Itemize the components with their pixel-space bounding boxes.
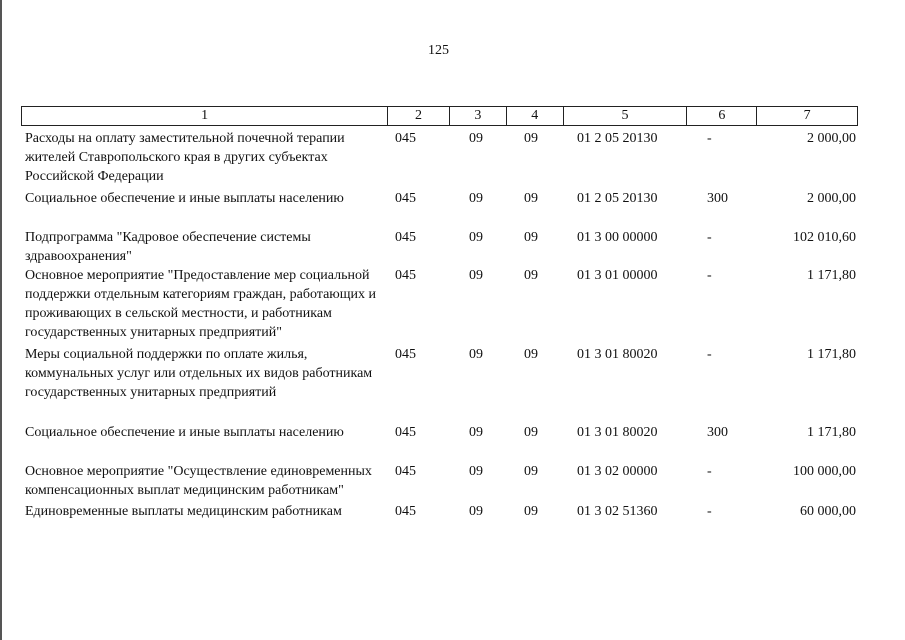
row-section: 09 [469,464,483,479]
row-kind: - [707,268,712,283]
row-target: 01 2 05 20130 [577,131,658,146]
header-col-1: 1 [201,108,209,123]
row-code: 045 [395,425,416,440]
row-kind: - [707,504,712,519]
row-amount: 100 000,00 [793,464,856,479]
row-name: Основное мероприятие "Осуществление единовременных компенсационных выплат медицинским работникам" [25,464,372,498]
row-target: 01 3 00 00000 [577,230,658,245]
row-amount: 1 171,80 [807,347,856,362]
row-amount: 1 171,80 [807,268,856,283]
row-section: 09 [469,347,483,362]
page-number: 125 [428,43,449,58]
page-left-border [0,0,2,640]
row-code: 045 [395,230,416,245]
row-subsection: 09 [524,131,538,146]
table-header [21,106,858,126]
table-row [21,502,858,521]
row-section: 09 [469,131,483,146]
header-col-6: 6 [686,107,756,125]
header-col-5: 5 [563,107,687,125]
row-name: Социальное обеспечение и иные выплаты населению [25,425,344,440]
row-section: 09 [469,425,483,440]
row-target: 01 3 01 00000 [577,268,658,283]
row-subsection: 09 [524,504,538,519]
table-row [21,423,858,442]
header-col-7: 7 [756,107,857,125]
row-kind: - [707,464,712,479]
row-kind: - [707,131,712,146]
row-name: Расходы на оплату заместительной почечной терапии жителей Ставропольского края в других субъектах Российской Федерации [25,131,345,184]
row-code: 045 [395,191,416,206]
row-code: 045 [395,464,416,479]
row-amount: 1 171,80 [807,425,856,440]
table-row [21,189,858,208]
header-col-4: 4 [506,107,563,125]
header-col-3: 3 [449,107,506,125]
row-code: 045 [395,268,416,283]
table-row [21,266,858,342]
row-amount: 2 000,00 [807,131,856,146]
row-code: 045 [395,131,416,146]
row-kind: - [707,230,712,245]
budget-table [21,106,858,521]
row-target: 01 3 02 00000 [577,464,658,479]
row-amount: 2 000,00 [807,191,856,206]
row-section: 09 [469,504,483,519]
row-subsection: 09 [524,347,538,362]
row-amount: 60 000,00 [800,504,856,519]
table-row [21,345,858,402]
row-subsection: 09 [524,425,538,440]
row-name: Меры социальной поддержки по оплате жилья, коммунальных услуг или отдельных их видов работникам государственных унитарных предприятий [25,347,373,400]
row-subsection: 09 [524,230,538,245]
header-col-2: 2 [387,107,449,125]
row-code: 045 [395,504,416,519]
row-amount: 102 010,60 [793,230,856,245]
row-target: 01 3 01 80020 [577,425,658,440]
row-code: 045 [395,347,416,362]
row-name: Подпрограмма "Кадровое обеспечение системы здравоохранения" [25,230,311,264]
row-kind: 300 [707,191,728,206]
row-section: 09 [469,268,483,283]
row-subsection: 09 [524,191,538,206]
row-target: 01 2 05 20130 [577,191,658,206]
table-row [21,228,858,266]
table-row [21,462,858,500]
row-subsection: 09 [524,268,538,283]
row-section: 09 [469,191,483,206]
row-target: 01 3 01 80020 [577,347,658,362]
row-name: Основное мероприятие "Предоставление мер социальной поддержки отдельным категориям граждан, работающих и проживающих в сельской местности, и работникам государственных унитарных предприятий" [25,268,377,340]
row-subsection: 09 [524,464,538,479]
row-name: Единовременные выплаты медицинским работникам [25,504,342,519]
row-kind: - [707,347,712,362]
row-section: 09 [469,230,483,245]
row-kind: 300 [707,425,728,440]
row-target: 01 3 02 51360 [577,504,658,519]
table-row [21,129,858,186]
row-name: Социальное обеспечение и иные выплаты населению [25,191,344,206]
